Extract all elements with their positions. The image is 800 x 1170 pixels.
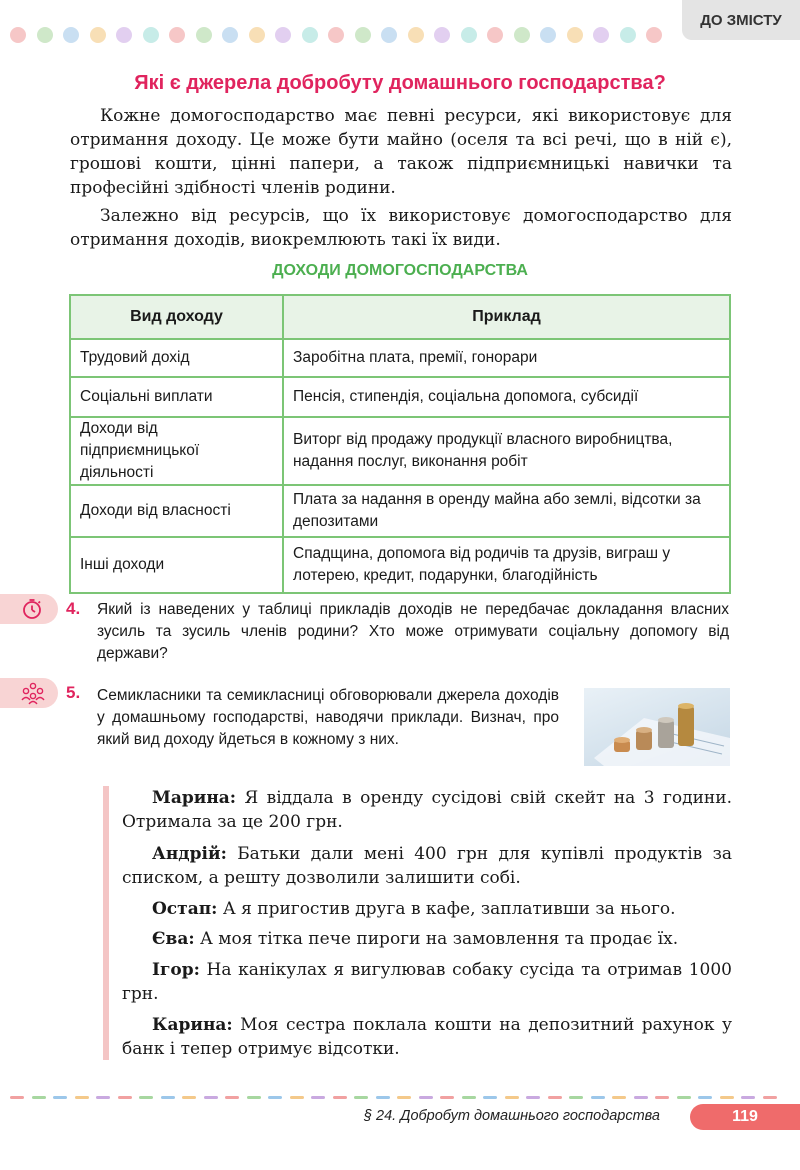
decorative-dot <box>487 27 503 43</box>
speaker-text: Моя сестра поклала кошти на депозитний рахунок у банк і тепер отримує відсотки. <box>122 1015 732 1059</box>
task-5-text: Семикласники та семикласниці обговорювали джерела доходів у домашньому господарстві, наводячи приклади. Визнач, про який вид доходу йдеться в кожному з них. <box>97 687 559 748</box>
decorative-dash <box>75 1096 89 1099</box>
group-icon <box>0 678 58 708</box>
quote-bar <box>103 786 109 1060</box>
income-type-cell: Інші доходи <box>70 537 283 593</box>
dialogue-line <box>122 1013 732 1061</box>
decorative-dash <box>32 1096 46 1099</box>
decorative-dash <box>268 1096 282 1099</box>
decorative-dash <box>698 1096 712 1099</box>
dialogue-line <box>122 786 732 834</box>
decorative-dash <box>247 1096 261 1099</box>
decorative-dash <box>462 1096 476 1099</box>
paragraph-income-types: Залежно від ресурсів, що їх використовує домогосподарство для отримання доходів, виокремлюють такі їх види. <box>70 206 732 250</box>
decorative-dash <box>591 1096 605 1099</box>
paragraph-resources: Кожне домогосподарство має певні ресурси, які використовує для отримання доходу. Це може бути майно (оселя та всі речі, що в ній є), грошові кошти, цінні папери, а також підприємницькі навички та професійні здібності членів родини. <box>70 106 732 198</box>
decorative-dash <box>333 1096 347 1099</box>
speaker-name: Єва: <box>152 929 195 949</box>
decorative-dash <box>311 1096 325 1099</box>
decorative-dash <box>10 1096 24 1099</box>
table-header-row <box>70 295 730 339</box>
decorative-dash <box>290 1096 304 1099</box>
decorative-dot <box>540 27 556 43</box>
decorative-dot <box>10 27 26 43</box>
income-example-cell: Заробітна плата, премії, гонорари <box>283 339 730 377</box>
decorative-dot <box>461 27 477 43</box>
decorative-dash <box>741 1096 755 1099</box>
task-number: 5. <box>66 683 81 702</box>
table-row <box>70 417 730 485</box>
dialogue-line <box>122 897 732 921</box>
column-header: Вид доходу <box>70 295 283 339</box>
decorative-dash <box>376 1096 390 1099</box>
speaker-text: А моя тітка пече пироги на замовлення та продає їх. <box>194 929 679 949</box>
decorative-dash <box>118 1096 132 1099</box>
decorative-dash <box>634 1096 648 1099</box>
task-4-text: Який із наведених у таблиці прикладів доходів не передбачає докладання власних зусиль та зусиль членів родини? Хто може отримувати соціальну допомогу від держави? <box>97 601 729 662</box>
decorative-dot <box>90 27 106 43</box>
speaker-text: На канікулах я вигулював собаку сусіда та отримав 1000 грн. <box>122 960 732 1004</box>
speaker-name: Карина: <box>152 1015 233 1035</box>
income-type-cell: Доходи від власності <box>70 485 283 537</box>
income-type-cell: Соціальні виплати <box>70 377 283 417</box>
decorative-dash <box>419 1096 433 1099</box>
decorative-dash <box>204 1096 218 1099</box>
decorative-dot <box>593 27 609 43</box>
decorative-dash <box>612 1096 626 1099</box>
speaker-text: А я пригостив друга в кафе, заплативши за нього. <box>217 899 676 919</box>
stopwatch-icon <box>0 594 58 624</box>
decorative-dot <box>355 27 371 43</box>
income-example-cell: Спадщина, допомога від родичів та друзів, виграш у лотерею, кредит, подарунки, благодійність <box>283 537 730 593</box>
table-row <box>70 537 730 593</box>
decorative-dash <box>53 1096 67 1099</box>
decorative-dash <box>96 1096 110 1099</box>
decorative-dash <box>139 1096 153 1099</box>
decorative-dash <box>182 1096 196 1099</box>
task-number: 4. <box>66 599 81 618</box>
decorative-dot <box>275 27 291 43</box>
decorative-dot <box>328 27 344 43</box>
dialogue-line <box>122 958 732 1006</box>
speaker-text: Батьки дали мені 400 грн для купівлі продуктів за списком, а решту дозволили залишити собі. <box>122 844 732 888</box>
decorative-dot <box>620 27 636 43</box>
decorative-dash <box>161 1096 175 1099</box>
decorative-dot <box>646 27 662 43</box>
decorative-dot <box>169 27 185 43</box>
decorative-dash <box>397 1096 411 1099</box>
decorative-dot <box>434 27 450 43</box>
speaker-name: Андрій: <box>152 844 227 864</box>
dialogue-line <box>122 842 732 890</box>
income-example-cell: Пенсія, стипендія, соціальна допомога, субсидії <box>283 377 730 417</box>
decorative-dot <box>222 27 238 43</box>
decorative-dash <box>720 1096 734 1099</box>
income-type-cell: Доходи від підприємницької діяльності <box>70 417 283 485</box>
income-table <box>69 294 731 594</box>
table-row <box>70 339 730 377</box>
decorative-dot <box>143 27 159 43</box>
decorative-dot <box>116 27 132 43</box>
table-row <box>70 485 730 537</box>
decorative-dash <box>440 1096 454 1099</box>
decorative-dash <box>677 1096 691 1099</box>
decorative-dash <box>569 1096 583 1099</box>
toc-button[interactable]: ДО ЗМІСТУ <box>682 0 800 40</box>
speaker-name: Марина: <box>152 788 237 808</box>
decorative-dot <box>567 27 583 43</box>
table-title: ДОХОДИ ДОМОГОСПОДАРСТВА <box>272 262 528 279</box>
decorative-dot <box>514 27 530 43</box>
decorative-dash <box>505 1096 519 1099</box>
decorative-dot <box>37 27 53 43</box>
section-heading: Які є джерела добробуту домашнього господарства? <box>134 72 666 94</box>
income-example-cell: Виторг від продажу продукції власного виробництва, надання послуг, виконання робіт <box>283 417 730 485</box>
decorative-dash <box>526 1096 540 1099</box>
decorative-dash <box>548 1096 562 1099</box>
speaker-name: Остап: <box>152 899 218 919</box>
decorative-dots <box>10 27 670 43</box>
decorative-dash <box>763 1096 777 1099</box>
speaker-text: Я віддала в оренду сусідові свій скейт на 3 години. Отримала за це 200 грн. <box>122 788 732 832</box>
decorative-dash <box>483 1096 497 1099</box>
decorative-dash <box>225 1096 239 1099</box>
decorative-dash <box>354 1096 368 1099</box>
page-number: 119 <box>690 1104 800 1130</box>
column-header: Приклад <box>283 295 730 339</box>
table-row <box>70 377 730 417</box>
income-example-cell: Плата за надання в оренду майна або землі, відсотки за депозитами <box>283 485 730 537</box>
decorative-dash <box>655 1096 669 1099</box>
decorative-dot <box>63 27 79 43</box>
income-type-cell: Трудовий дохід <box>70 339 283 377</box>
footer-section-title: § 24. Добробут домашнього господарства <box>363 1108 660 1124</box>
dialogue-line <box>122 927 732 951</box>
decorative-dot <box>408 27 424 43</box>
decorative-dot <box>196 27 212 43</box>
speaker-name: Ігор: <box>152 960 200 980</box>
coins-photo <box>584 688 730 766</box>
decorative-dot <box>249 27 265 43</box>
decorative-dashes <box>10 1096 800 1099</box>
decorative-dot <box>302 27 318 43</box>
decorative-dot <box>381 27 397 43</box>
